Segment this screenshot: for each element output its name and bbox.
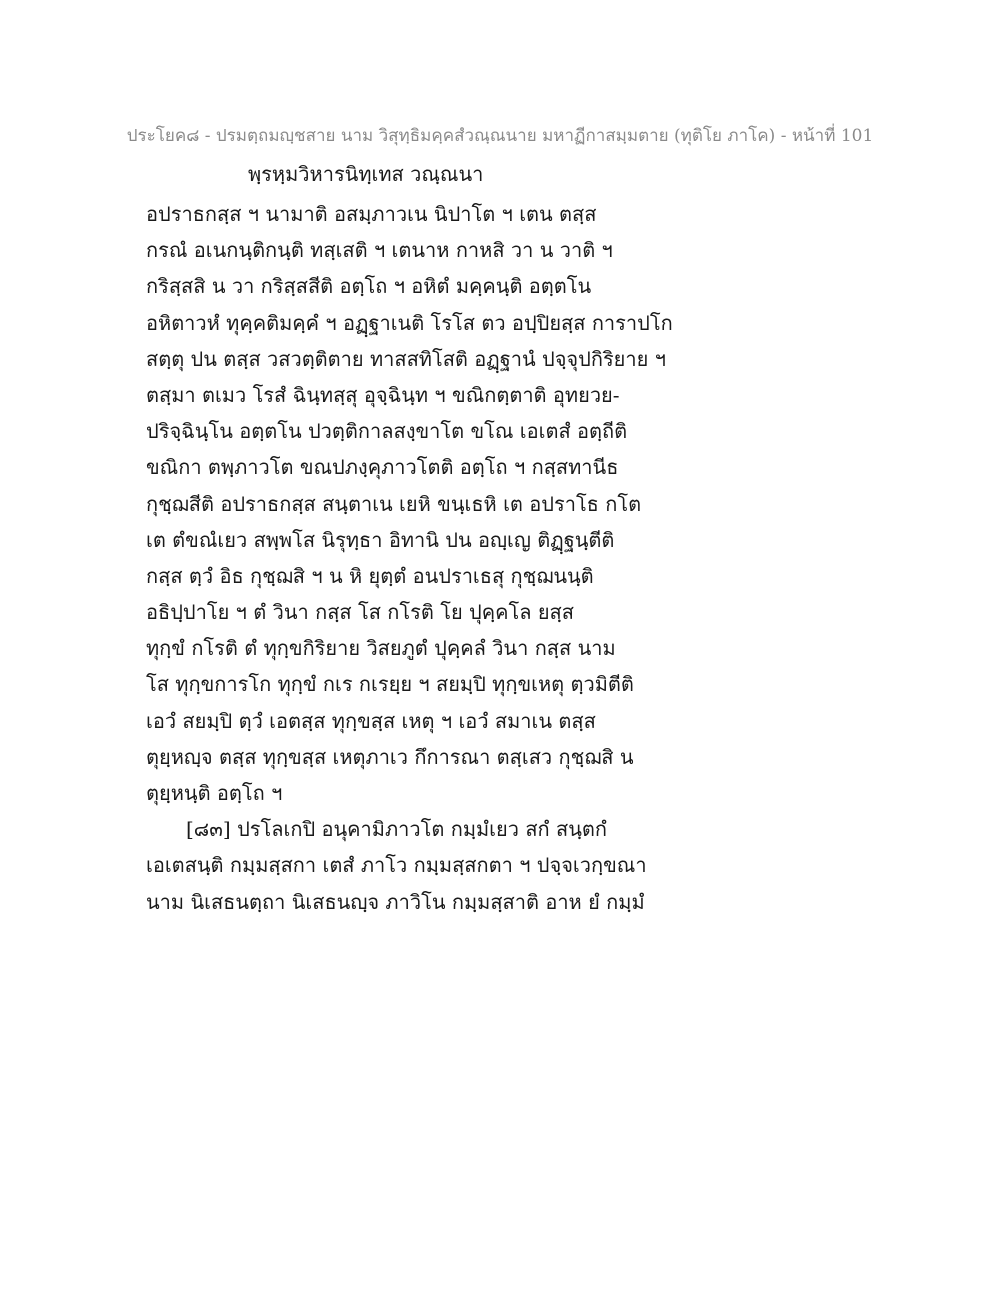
text-line: เอวํ สยมฺปิ ตฺวํ เอตสฺส ทุกฺขสฺส เหตุ ฯ เอวํ สมาเน ตสฺส [146, 708, 596, 733]
text-line: ทุกฺขํ กโรติ ตํ ทุกฺขกิริยาย วิสยภูตํ ปุคฺคลํ วินา กสฺส นาม [146, 636, 616, 661]
text-line: อหิตาวหํ ทุคฺคติมคฺคํ ฯ อฏฺฐาเนติ โรโส ตว อปฺปิยสฺส การาปโก [146, 310, 673, 335]
text-line: อธิปฺปาโย ฯ ตํ วินา กสฺส โส กโรติ โย ปุคฺคโล ยสฺส [146, 600, 574, 625]
text-line: อปราธกสฺส ฯ นามาติ อสมฺภาวเน นิปาโต ฯ เตน ตสฺส [146, 202, 597, 226]
text-line: เอเตสนฺติ กมฺมสฺสกา เตสํ ภาโว กมฺมสฺสกตา ฯ ปจฺจเวกฺขณา [146, 853, 647, 878]
text-line: ตุยฺหญฺจ ตสฺส ทุกฺขสฺส เหตุภาเว กึการณา ตสฺเสว กุชฺฌสิ น [146, 744, 634, 769]
text-line: สตฺตุ ปน ตสฺส วสวตฺติตาย ทาสสทิโสติ อฏฺฐานํ ปจฺจุปกิริยาย ฯ [146, 346, 666, 371]
text-line: ตุยฺหนฺติ อตฺโถ ฯ [146, 781, 283, 805]
section-title: พฺรหฺมวิหารนิทฺเทส วณฺณนา [248, 162, 484, 186]
text-line: ขณิกา ตพฺภาวโต ขณปภงฺคุภาวโตติ อตฺโถ ฯ กสฺสทานีธ [146, 455, 619, 480]
body-text [146, 196, 866, 920]
paragraph-start-line: [๘๓] ปรโลเกปิ อนุคามิภาวโต กมฺมํเยว สกํ สนฺตกํ [186, 817, 607, 842]
text-line: โส ทุกฺขการโก ทุกฺขํ กเร กเรยฺย ฯ สยมฺปิ ทุกฺขเหตุ ตฺวมิตีติ [146, 672, 634, 697]
text-line: ปริจฺฉินฺโน อตฺตโน ปวตฺติกาลสงฺขาโต ขโณ เอเตสํ อตฺถีติ [146, 419, 628, 444]
text-line: นาม นิเสธนตฺถา นิเสธนญฺจ ภาวิโน กมฺมสฺสาติ อาห ยํ กมฺมํ [146, 889, 645, 914]
text-line: ตสฺมา ตเมว โรสํ ฉินฺทสฺสุ อุจฺฉินฺท ฯ ขณิกตฺตาติ อุทยวย- [146, 382, 620, 407]
text-line: กสฺส ตฺวํ อิธ กุชฺฌสิ ฯ น หิ ยุตฺตํ อนปราเธสุ กุชฺฌนนฺติ [146, 563, 594, 588]
text-line: กรณํ อเนกนฺติกนฺติ ทสฺเสติ ฯ เตนาห กาหสิ วา น วาติ ฯ [146, 238, 613, 263]
running-header: ประโยค๘ - ปรมตฺถมญฺชสาย นาม วิสุทฺธิมคฺคสํวณฺณนาย มหาฏีกาสมฺมตาย (ทุติโย ภาโค) - หน้าที่ 101 [126, 126, 874, 146]
text-line: กริสฺสสิ น วา กริสฺสสีติ อตฺโถ ฯ อหิตํ มคฺคนฺติ อตฺตโน [146, 274, 592, 299]
text-line: กุชฺฌสีติ อปราธกสฺส สนฺตาเน เยหิ ขนฺเธหิ เต อปราโธ กโต [146, 491, 642, 516]
text-line: เต ตํขณํเยว สพฺพโส นิรุทฺธา อิทานิ ปน อญฺเญ ติฏฺฐนฺตีติ [146, 527, 615, 552]
